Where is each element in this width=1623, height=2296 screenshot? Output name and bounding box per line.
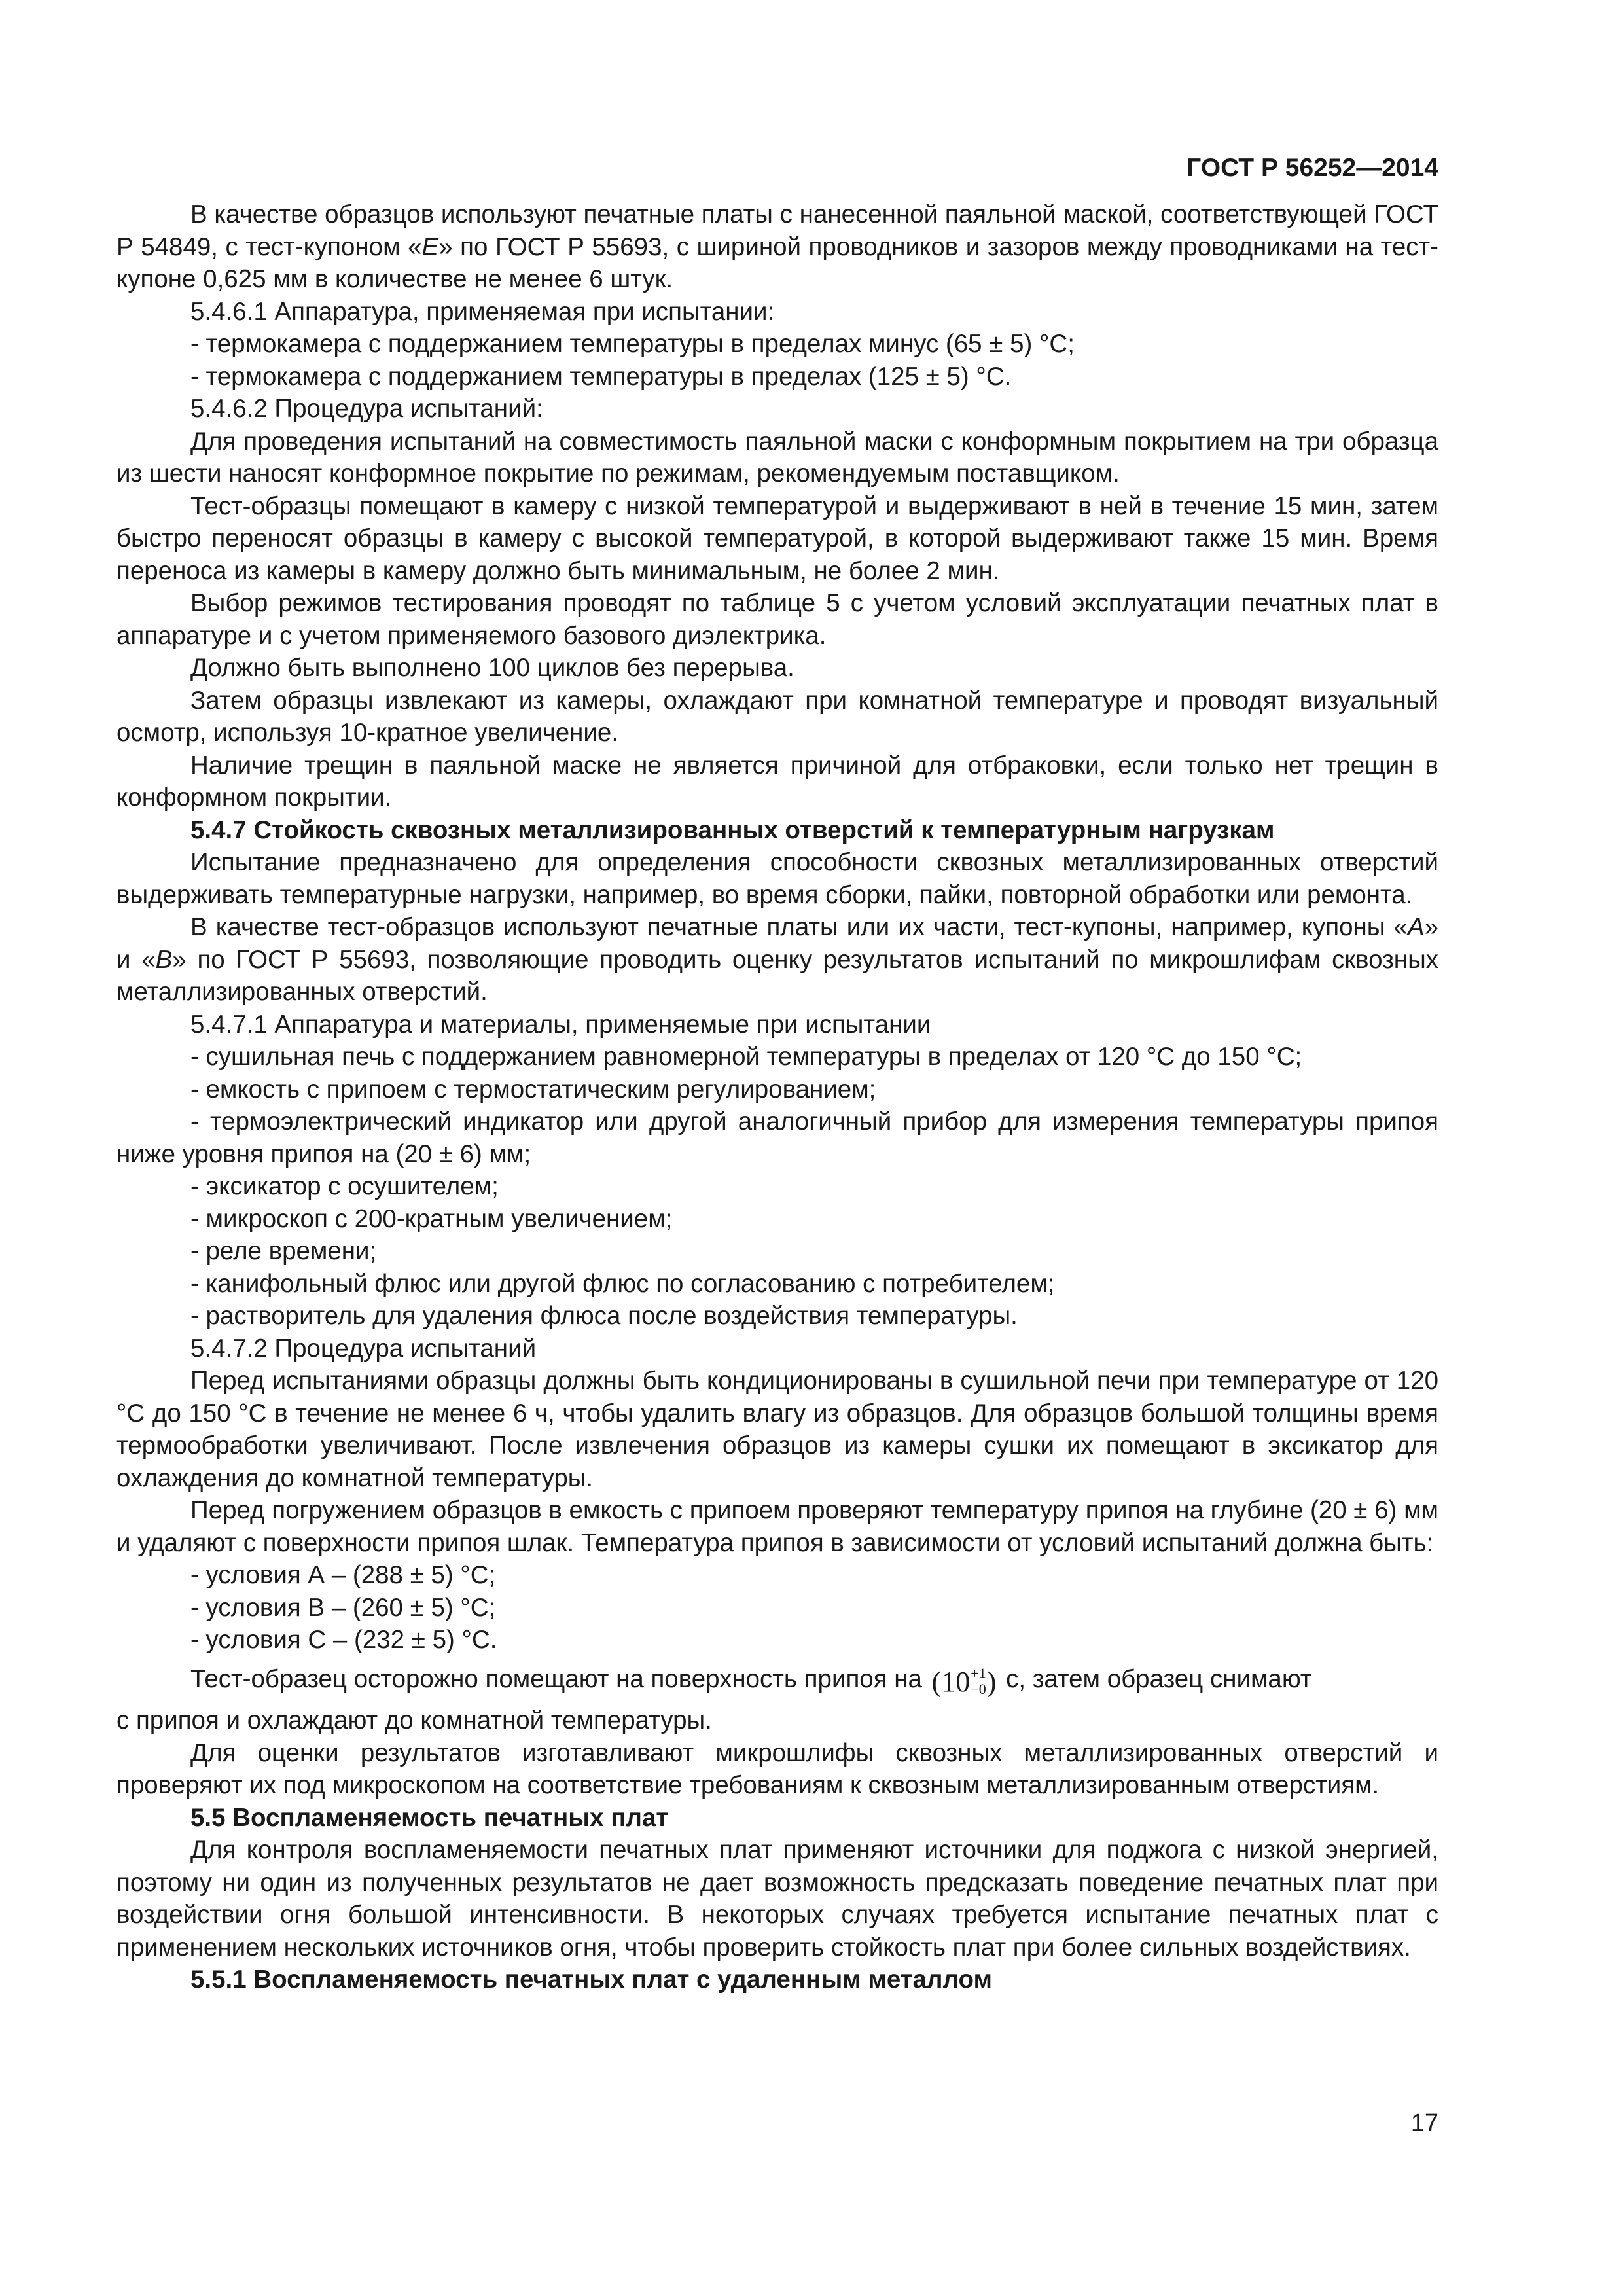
list-item-solvent: - растворитель для удаления флюса после воздействия температуры. bbox=[190, 1302, 1018, 1330]
formula-close-paren: ) bbox=[986, 1665, 997, 1698]
section-5-4-7-2: 5.4.7.2 Процедура испытаний bbox=[190, 1334, 537, 1363]
heading-5-5: 5.5 Воспламеняемость печатных плат bbox=[190, 1803, 669, 1832]
paragraph-modes: Выбор режимов тестирования проводят по таблице 5 с учетом условий эксплуатации печатных плат в аппаратуре и с учетом применяемого базового диэлектрика. bbox=[116, 589, 1438, 650]
list-item-desiccator: - эксикатор с осушителем; bbox=[190, 1172, 499, 1200]
standard-code-header: ГОСТ Р 56252—2014 bbox=[1186, 154, 1438, 182]
list-item-cold-chamber: - термокамера с поддержанием температуры в пределах минус (65 ± 5) °С; bbox=[190, 330, 1075, 358]
paragraph-coupons-joiner: » и « bbox=[116, 913, 1438, 974]
formula-tolerance bbox=[971, 1666, 986, 1697]
paragraph-dipping: Перед погружением образцов в емкость с припоем проверяют температуру припоя на глубине (20 ± 6) мм и удаляют с поверхности припоя шлак. Температура припоя в зависимости от условий испытаний должна быть: bbox=[116, 1496, 1438, 1557]
document-body bbox=[116, 198, 1438, 1996]
paragraph-coupons-part-2: » по ГОСТ Р 55693, позволяющие проводить оценку результатов испытаний по микрошлифам сквозных металлизированных отверстий. bbox=[116, 945, 1438, 1006]
paragraph-compatibility: Для проведения испытаний на совместимость паяльной маски с конформным покрытием на три образца из шести наносят конформное покрытие по режимам, рекомендуемым поставщиком. bbox=[116, 427, 1438, 488]
formula-lower-tolerance: −0 bbox=[971, 1681, 986, 1698]
paragraph-float-part-1: Тест-образец осторожно помещают на поверхность припоя на bbox=[190, 1664, 929, 1693]
paragraph-cycles: Должно быть выполнено 100 циклов без перерыва. bbox=[190, 654, 794, 682]
paragraph-evaluation: Для оценки результатов изготавливают микрошлифы сквозных металлизированных отверстий и проверяют их под микроскопом на соответствие требованиям к сквозным металлизированным отверстиям. bbox=[116, 1738, 1438, 1800]
paragraph-samples-part-1: В качестве образцов используют печатные платы с нанесенной паяльной маской, соответствующей ГОСТ Р 54849, с тест-купоном « bbox=[116, 200, 1438, 261]
list-item-flux: - канифольный флюс или другой флюс по согласованию с потребителем; bbox=[190, 1269, 1055, 1298]
paragraph-coupons-part-1: В качестве тест-образцов используют печатные платы или их части, тест-купоны, например, купоны « bbox=[190, 913, 1408, 941]
coupon-a-label: А bbox=[1407, 913, 1425, 941]
paragraph-conditioning: Перед испытаниями образцы должны быть кондиционированы в сушильной печи при температуре от 120 °С до 150 °С в течение не менее 6 ч, чтобы удалить влагу из образцов. Для образцов большой толщины время термообработки увеличивают. После извлечения образцов из камеры сушки их помещают в эксикатор для охлаждения до комнатной температуры. bbox=[116, 1367, 1438, 1492]
formula-upper-tolerance: +1 bbox=[971, 1665, 986, 1682]
list-item-condition-b: - условия В – (260 ± 5) °С; bbox=[190, 1593, 496, 1622]
dwell-time-formula bbox=[932, 1663, 997, 1698]
section-5-4-7-1: 5.4.7.1 Аппаратура и материалы, применяемые при испытании bbox=[190, 1010, 931, 1039]
list-item-oven: - сушильная печь с поддержанием равномерной температуры в пределах от 120 °С до 150 °С; bbox=[190, 1043, 1302, 1071]
list-item-microscope: - микроскоп с 200-кратным увеличением; bbox=[190, 1204, 673, 1233]
list-item-thermo-indicator: - термоэлектрический индикатор или другой аналогичный прибор для измерения температуры припоя ниже уровня припоя на (20 ± 6) мм; bbox=[116, 1107, 1438, 1168]
paragraph-float-time bbox=[116, 1663, 1438, 1698]
list-item-condition-c: - условия С – (232 ± 5) °С. bbox=[190, 1626, 497, 1654]
paragraph-coupons bbox=[116, 911, 1438, 1009]
paragraph-float-part-2: с, затем образец снимают bbox=[999, 1664, 1312, 1693]
paragraph-inspection: Затем образцы извлекают из камеры, охлаждают при комнатной температуре и проводят визуальный осмотр, используя 10-кратное увеличение. bbox=[116, 686, 1438, 747]
section-5-4-6-1: 5.4.6.1 Аппаратура, применяемая при испытании: bbox=[190, 297, 775, 326]
heading-5-4-7: 5.4.7 Стойкость сквозных металлизированных отверстий к температурным нагрузкам bbox=[190, 816, 1275, 844]
coupon-e-label: Е bbox=[421, 232, 439, 261]
paragraph-flammability: Для контроля воспламеняемости печатных плат применяют источники для поджога с низкой энергией, поэтому ни один из полученных результатов не дает возможность предсказать поведение печатных плат при воздействии огня большой интенсивности. В некоторых случаях требуется испытание печатных плат с применением нескольких источников огня, чтобы проверить стойкость плат при более сильных воздействиях. bbox=[116, 1836, 1438, 1962]
list-item-time-relay: - реле времени; bbox=[190, 1237, 377, 1265]
formula-base-value: 10 bbox=[941, 1665, 971, 1698]
paragraph-purpose: Испытание предназначено для определения способности сквозных металлизированных отверстий выдерживать температурные нагрузки, например, во время сборки, пайки, повторной обработки или ремонта. bbox=[116, 848, 1438, 909]
heading-5-5-1: 5.5.1 Воспламеняемость печатных плат с удаленным металлом bbox=[190, 1965, 992, 1994]
paragraph-samples bbox=[116, 198, 1438, 296]
section-5-4-6-2: 5.4.6.2 Процедура испытаний: bbox=[190, 395, 543, 423]
paragraph-samples-part-2: » по ГОСТ Р 55693, с шириной проводников и зазоров между проводниками на тест-купоне 0,625 мм в количестве не менее 6 штук. bbox=[116, 232, 1438, 293]
paragraph-cracks: Наличие трещин в паяльной маске не является причиной для отбраковки, если только нет трещин в конформном покрытии. bbox=[116, 751, 1438, 812]
paragraph-transfer: Тест-образцы помещают в камеру с низкой температурой и выдерживают в ней в течение 15 мин, затем быстро переносят образцы в камеру с высокой температурой, в которой выдерживают также 15 мин. Время переноса из камеры в камеру должно быть минимальным, не более 2 мин. bbox=[116, 492, 1438, 585]
coupon-b-label: В bbox=[155, 945, 173, 974]
page-number: 17 bbox=[1410, 2109, 1438, 2137]
list-item-hot-chamber: - термокамера с поддержанием температуры в пределах (125 ± 5) °С. bbox=[190, 362, 1012, 391]
list-item-solder-pot: - емкость с припоем с термостатическим регулированием; bbox=[190, 1075, 876, 1103]
paragraph-float-continuation: с припоя и охлаждают до комнатной температуры. bbox=[116, 1706, 712, 1735]
list-item-condition-a: - условия А – (288 ± 5) °С; bbox=[190, 1561, 496, 1589]
formula-open-paren: ( bbox=[931, 1665, 942, 1698]
